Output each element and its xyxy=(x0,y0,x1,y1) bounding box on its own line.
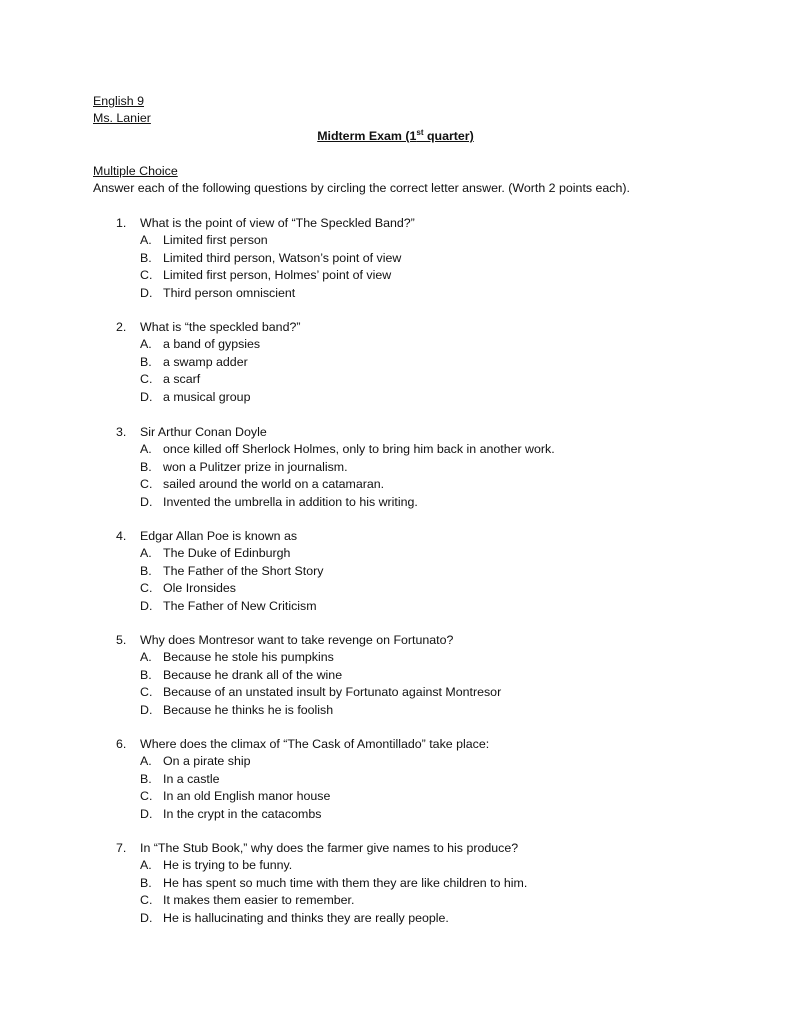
title-superscript: st xyxy=(416,127,424,137)
answer-option[interactable] xyxy=(116,684,736,701)
option-letter: A. xyxy=(140,650,152,665)
option-text: Limited first person xyxy=(163,233,268,248)
question-item xyxy=(116,319,736,406)
answer-option[interactable] xyxy=(116,580,736,597)
option-letter: B. xyxy=(140,771,152,786)
option-letter: C. xyxy=(140,685,153,700)
option-text: In an old English manor house xyxy=(163,789,331,804)
option-text: The Father of New Criticism xyxy=(163,598,317,613)
option-letter: C. xyxy=(140,581,153,596)
answer-option[interactable] xyxy=(116,494,736,511)
teacher-name: Ms. Lanier xyxy=(93,111,151,125)
question-number: 4. xyxy=(116,529,127,543)
question-stem xyxy=(116,528,736,545)
title-main: Midterm Exam (1 xyxy=(317,129,417,143)
option-letter: D. xyxy=(140,389,153,404)
option-letter: D. xyxy=(140,494,153,509)
option-text: On a pirate ship xyxy=(163,754,251,769)
option-text: In the crypt in the catacombs xyxy=(163,806,322,821)
answer-option[interactable] xyxy=(116,459,736,476)
option-letter: C. xyxy=(140,372,153,387)
option-text: He is trying to be funny. xyxy=(163,858,293,873)
option-text: a band of gypsies xyxy=(163,337,261,352)
answer-option[interactable] xyxy=(116,441,736,458)
option-text: He is hallucinating and thinks they are really people. xyxy=(163,910,449,925)
answer-option[interactable] xyxy=(116,598,736,615)
answer-option[interactable] xyxy=(116,232,736,249)
question-item xyxy=(116,528,736,615)
section-heading: Multiple Choice xyxy=(93,164,178,178)
option-letter: B. xyxy=(140,459,152,474)
option-letter: B. xyxy=(140,667,152,682)
page-title xyxy=(0,128,791,145)
option-letter: A. xyxy=(140,233,152,248)
option-letter: A. xyxy=(140,858,152,873)
answer-option[interactable] xyxy=(116,702,736,719)
question-number: 2. xyxy=(116,320,127,334)
answer-option[interactable] xyxy=(116,910,736,927)
question-text: Why does Montresor want to take revenge on Fortunato? xyxy=(140,633,454,647)
question-text: Edgar Allan Poe is known as xyxy=(140,529,298,543)
option-letter: A. xyxy=(140,442,152,457)
answer-option[interactable] xyxy=(116,389,736,406)
option-text: a swamp adder xyxy=(163,354,248,369)
option-letter: B. xyxy=(140,563,152,578)
option-text: Because he stole his pumpkins xyxy=(163,650,334,665)
question-text: Where does the climax of “The Cask of Amontillado” take place: xyxy=(140,737,490,751)
answer-option[interactable] xyxy=(116,788,736,805)
option-letter: C. xyxy=(140,789,153,804)
question-stem xyxy=(116,736,736,753)
answer-option[interactable] xyxy=(116,563,736,580)
question-stem xyxy=(116,840,736,857)
answer-option[interactable] xyxy=(116,371,736,388)
question-item xyxy=(116,840,736,927)
question-item xyxy=(116,736,736,823)
option-text: Third person omniscient xyxy=(163,285,296,300)
answer-option[interactable] xyxy=(116,267,736,284)
option-letter: A. xyxy=(140,546,152,561)
question-item xyxy=(116,632,736,719)
option-letter: A. xyxy=(140,337,152,352)
option-text: In a castle xyxy=(163,771,220,786)
question-stem xyxy=(116,632,736,649)
question-stem xyxy=(116,215,736,232)
option-letter: D. xyxy=(140,285,153,300)
option-text: Limited first person, Holmes’ point of view xyxy=(163,268,392,283)
question-number: 7. xyxy=(116,841,127,855)
answer-option[interactable] xyxy=(116,336,736,353)
answer-option[interactable] xyxy=(116,667,736,684)
instructions: Answer each of the following questions by circling the correct letter answer. (Worth 2 points each). xyxy=(93,181,630,195)
option-text: sailed around the world on a catamaran. xyxy=(163,477,385,492)
option-text: Because of an unstated insult by Fortunato against Montresor xyxy=(163,685,502,700)
option-text: It makes them easier to remember. xyxy=(163,893,355,908)
question-item xyxy=(116,215,736,302)
question-number: 6. xyxy=(116,737,127,751)
question-text: Sir Arthur Conan Doyle xyxy=(140,425,267,439)
option-letter: B. xyxy=(140,250,152,265)
option-letter: A. xyxy=(140,754,152,769)
option-text: Because he drank all of the wine xyxy=(163,667,343,682)
answer-option[interactable] xyxy=(116,892,736,909)
option-letter: D. xyxy=(140,910,153,925)
answer-option[interactable] xyxy=(116,875,736,892)
question-text: What is the point of view of “The Speckled Band?” xyxy=(140,216,415,230)
question-stem xyxy=(116,424,736,441)
question-number: 3. xyxy=(116,425,127,439)
question-stem xyxy=(116,319,736,336)
option-text: a scarf xyxy=(163,372,201,387)
option-letter: B. xyxy=(140,354,152,369)
option-text: Ole Ironsides xyxy=(163,581,237,596)
option-letter: C. xyxy=(140,893,153,908)
option-text: once killed off Sherlock Holmes, only to bring him back in another work. xyxy=(163,442,555,457)
course-name: English 9 xyxy=(93,94,144,108)
option-text: Because he thinks he is foolish xyxy=(163,702,334,717)
answer-option[interactable] xyxy=(116,250,736,267)
option-text: a musical group xyxy=(163,389,251,404)
option-letter: D. xyxy=(140,806,153,821)
option-text: He has spent so much time with them they are like children to him. xyxy=(163,875,528,890)
answer-option[interactable] xyxy=(116,476,736,493)
question-item xyxy=(116,424,736,511)
answer-option[interactable] xyxy=(116,806,736,823)
option-text: won a Pulitzer prize in journalism. xyxy=(163,459,348,474)
option-letter: C. xyxy=(140,268,153,283)
option-text: The Duke of Edinburgh xyxy=(163,546,291,561)
option-letter: B. xyxy=(140,875,152,890)
answer-option[interactable] xyxy=(116,753,736,770)
answer-option[interactable] xyxy=(116,285,736,302)
option-text: Limited third person, Watson’s point of view xyxy=(163,250,402,265)
option-letter: D. xyxy=(140,702,153,717)
option-text: Invented the umbrella in addition to his writing. xyxy=(163,494,418,509)
answer-option[interactable] xyxy=(116,545,736,562)
answer-option[interactable] xyxy=(116,649,736,666)
answer-option[interactable] xyxy=(116,771,736,788)
option-letter: C. xyxy=(140,477,153,492)
question-text: What is “the speckled band?” xyxy=(140,320,301,334)
question-number: 1. xyxy=(116,216,127,230)
option-text: The Father of the Short Story xyxy=(163,563,324,578)
question-text: In “The Stub Book,” why does the farmer give names to his produce? xyxy=(140,841,519,855)
title-suffix: quarter) xyxy=(423,129,474,143)
question-number: 5. xyxy=(116,633,127,647)
answer-option[interactable] xyxy=(116,857,736,874)
option-letter: D. xyxy=(140,598,153,613)
answer-option[interactable] xyxy=(116,354,736,371)
